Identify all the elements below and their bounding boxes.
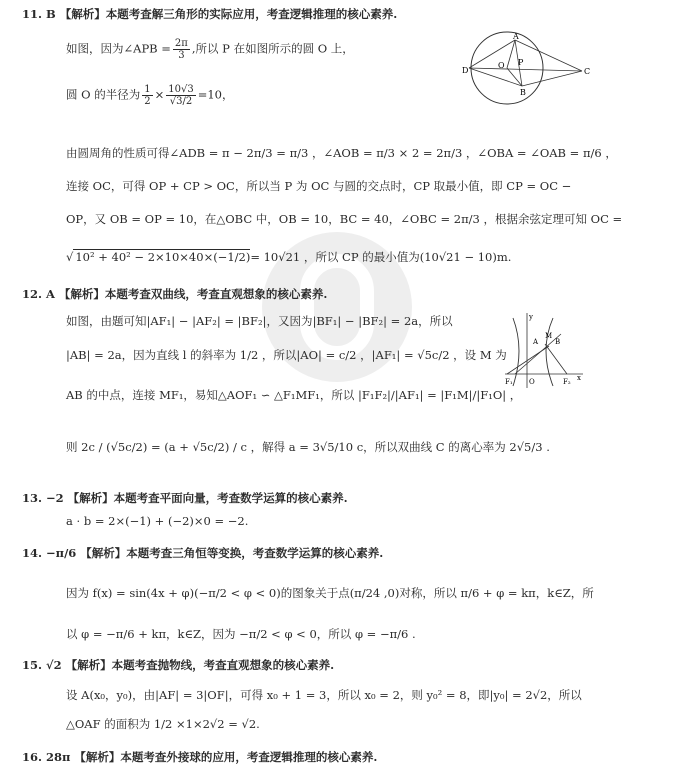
q12-line-2: |AB| = 2a，因为直线 l 的斜率为 1/2 ，所以|AO| = c/2 ，|AF₁| = √5c/2 ，设 M 为 xyxy=(66,348,507,362)
q11-line-4: 连接 OC，可得 OP + CP > OC，所以当 P 为 OC 与圆的交点时，CP 取最小值，即 CP = OC − xyxy=(66,179,572,193)
label-O: O xyxy=(498,61,505,70)
q11-line-2: 圆 O 的半径为 $\frac{1}{2}$ × $\frac{10√3}{√3/2}$ =10， xyxy=(66,84,234,107)
label-P: P xyxy=(518,58,524,67)
label-O: O xyxy=(529,378,535,386)
label-F2: F₂ xyxy=(563,378,571,386)
q15-line-1: 设 A(x₀，y₀)，由|AF| = 3|OF|，可得 x₀ + 1 = 3，所以 x₀ = 2，则 y₀² = 8，即|y₀| = 2√2，所以 xyxy=(66,688,582,702)
q14-line-1: 因为 f(x) = sin(4x + φ)(−π/2 < φ < 0)的图象关于点(π/24 ,0)对称，所以 π/6 + φ = kπ，k∈Z，所 xyxy=(66,586,594,600)
label-F1: F₁ xyxy=(505,378,513,386)
label-D: D xyxy=(462,66,469,75)
q12-line-1: 如图，由题可知|AF₁| − |AF₂| = |BF₂|，又因为|BF₁| − |BF₂| = 2a，所以 xyxy=(66,314,453,328)
q11-line-6: √ 10² + 40² − 2×10×40×(−1/2)= 10√21 ，所以 CP 的最小值为(10√21 − 10)m. xyxy=(66,250,512,264)
q12-heading: 12. A 【解析】本题考查双曲线，考查直观想象的核心素养. xyxy=(22,287,328,301)
q12-line-4: 则 2c / (√5c/2) = (a + √5c/2) / c ，解得 a = 3√5/10 c，所以双曲线 C 的离心率为 2√5/3 . xyxy=(66,440,550,454)
label-M: M xyxy=(545,332,553,340)
label-C: C xyxy=(584,67,591,76)
fraction: $\frac{1}{2}$ xyxy=(144,84,151,107)
q11-circle-figure xyxy=(462,28,592,108)
q11-line-3: 由圆周角的性质可得∠ADB = π − 2π/3 = π/3 ，∠AOB = π/3 × 2 = 2π/3 ，∠OBA = ∠OAB = π/6 ， xyxy=(66,146,617,160)
label-B: B xyxy=(555,338,561,346)
q15-line-2: △OAF 的面积为 1/2 ×1×2√2 = √2. xyxy=(66,717,260,731)
label-y: y xyxy=(529,313,533,321)
label-x: x xyxy=(577,374,581,382)
label-B: B xyxy=(520,88,526,97)
label-A: A xyxy=(513,32,519,41)
q14-line-2: 以 φ = −π/6 + kπ，k∈Z，因为 −π/2 < φ < 0，所以 φ = −π/6 . xyxy=(66,627,416,641)
fraction: $\frac{10√3}{√3/2}$ xyxy=(168,84,194,107)
q13-heading: 13. −2 【解析】本题考查平面向量，考查数学运算的核心素养. xyxy=(22,491,348,505)
fraction: $\frac{2\pi}{3}$ xyxy=(174,38,188,61)
q11-heading: 11. B 【解析】本题考查解三角形的实际应用，考查逻辑推理的核心素养. xyxy=(22,7,398,21)
q15-heading: 15. √2 【解析】本题考查抛物线，考查直观想象的核心素养. xyxy=(22,658,335,672)
q12-line-3: AB 的中点，连接 MF₁，易知△AOF₁ ∽ △F₁MF₁，所以 |F₁F₂|/|AF₁| = |F₁M|/|F₁O| ， xyxy=(66,388,522,402)
q11-line-5: OP，又 OB = OP = 10，在△OBC 中，OB = 10，BC = 40，∠OBC = 2π/3 ，根据余弦定理可知 OC = xyxy=(66,212,623,226)
q11-line-1: 如图，因为∠APB = $\frac{2\pi}{3}$ ,所以 P 在如图所示的圆 O 上， xyxy=(66,38,354,61)
label-A: A xyxy=(533,338,539,346)
q12-hyperbola-figure xyxy=(505,310,585,390)
q13-line-1: a · b = 2×(−1) + (−2)×0 = −2. xyxy=(66,514,249,528)
q14-heading: 14. −π/6 【解析】本题考查三角恒等变换，考查数学运算的核心素养. xyxy=(22,546,384,560)
q16-heading: 16. 28π 【解析】本题考查外接球的应用，考查逻辑推理的核心素养. xyxy=(22,750,378,764)
